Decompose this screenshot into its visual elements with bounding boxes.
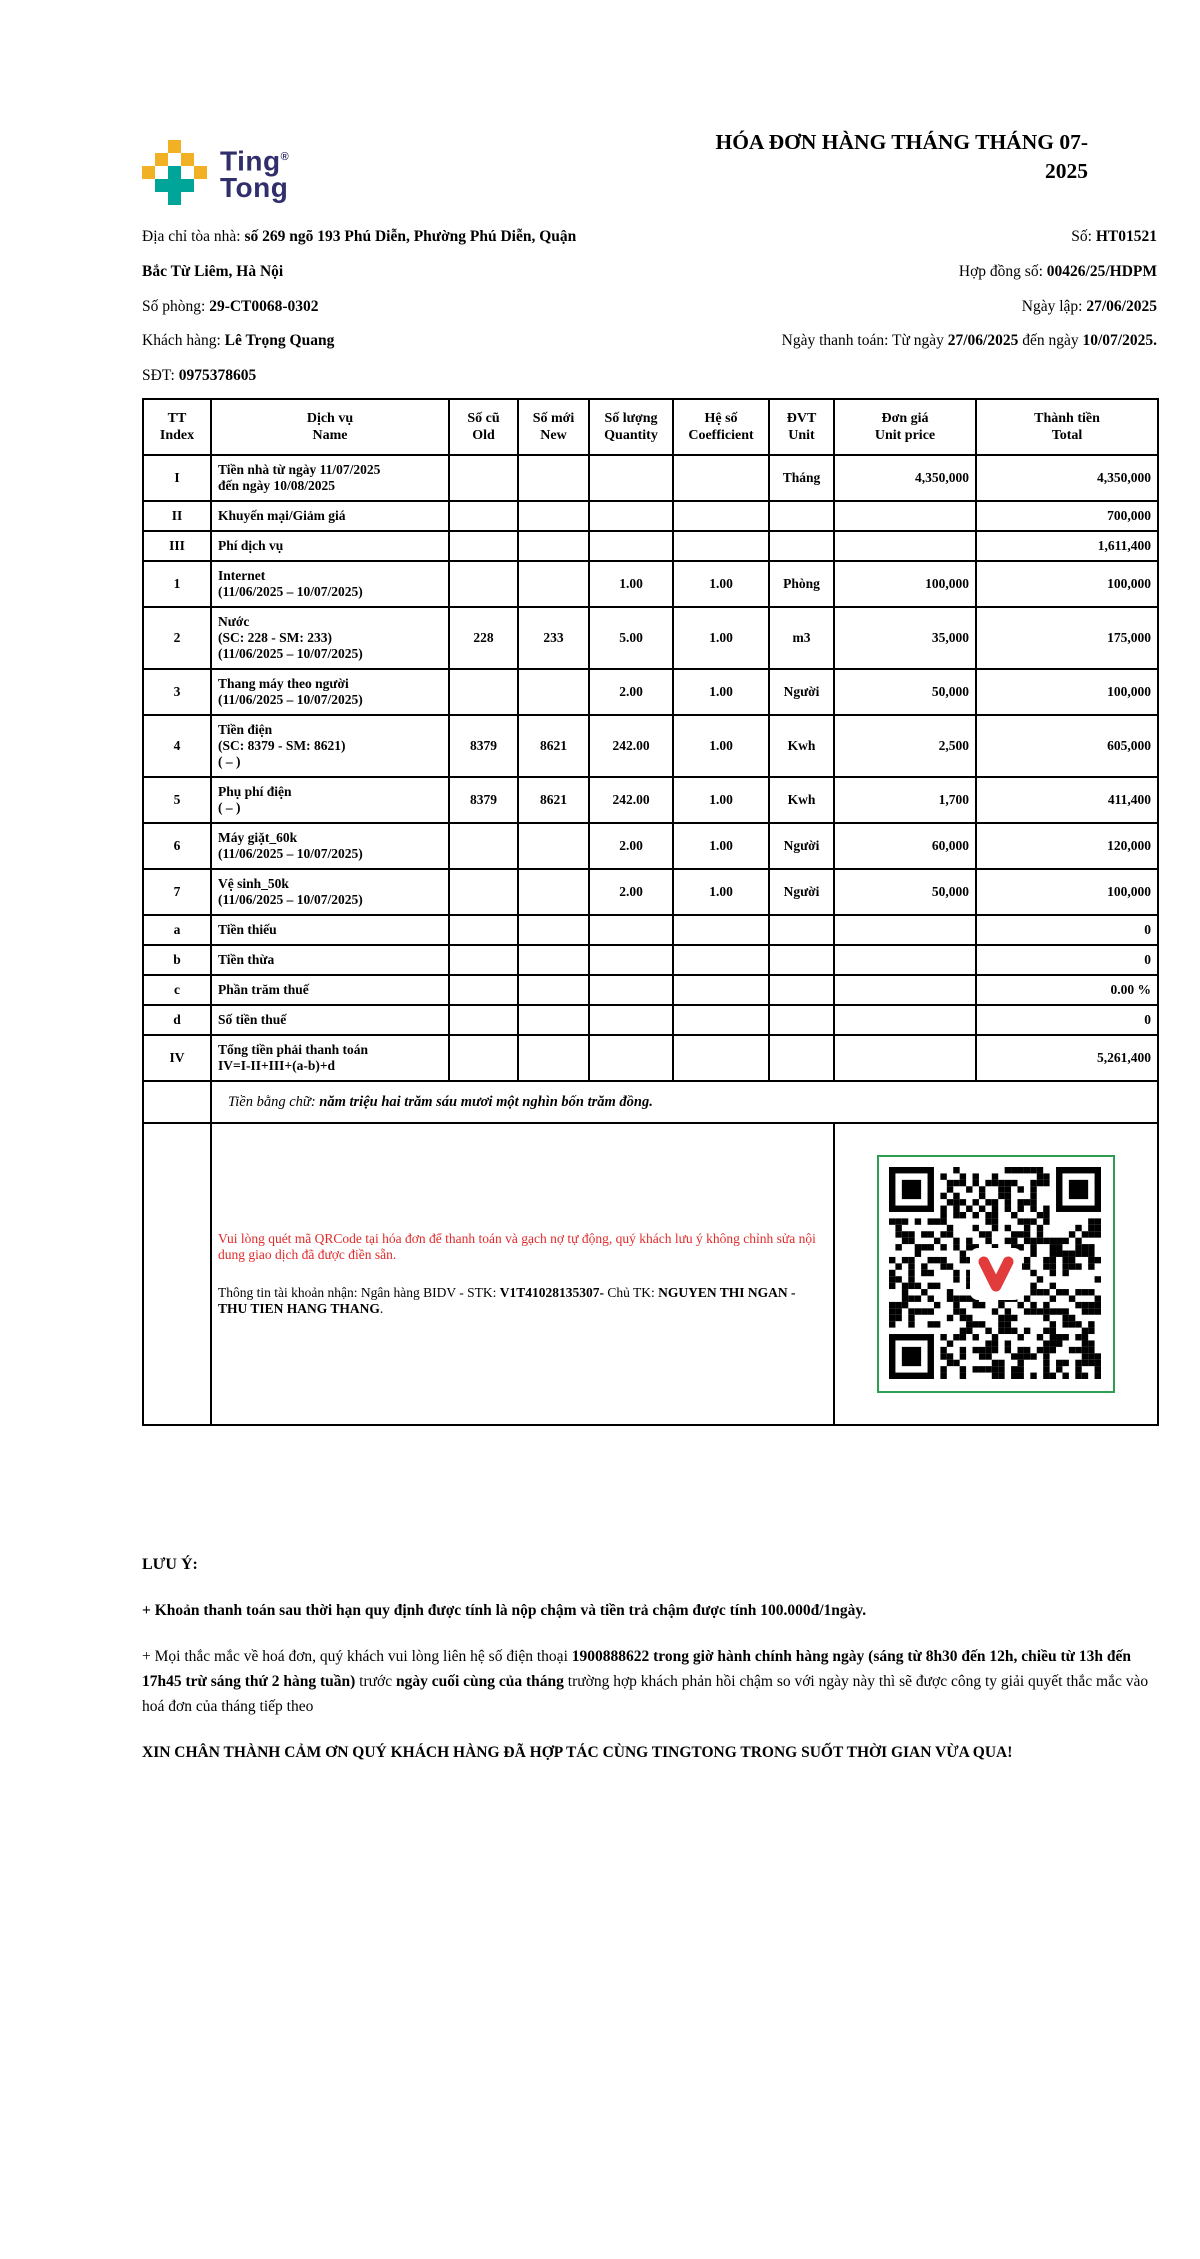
- cell-old-reading: 8379: [449, 777, 518, 823]
- info-line-room: Số phòng: 29-CT0068-0302: [142, 297, 319, 315]
- cell-unit: Người: [769, 823, 834, 869]
- cell-index: 1: [143, 561, 211, 607]
- qr-code: [877, 1155, 1115, 1393]
- cell-total: 0: [976, 945, 1158, 975]
- cell-unit: [769, 501, 834, 531]
- table-row: [143, 1005, 1158, 1035]
- cell-coefficient: 1.00: [673, 869, 769, 915]
- cell-new-reading: [518, 669, 589, 715]
- table-row: [143, 869, 1158, 915]
- cell-total: 605,000: [976, 715, 1158, 777]
- qr-note-red: Vui lòng quét mã QRCode tại hóa đơn để thanh toán và gạch nợ tự động, quý khách lưu ý không chỉnh sửa nội dung giao dịch đã được điền sẵn.: [218, 1231, 816, 1262]
- cell-service-name: Tiền thiếu: [211, 915, 449, 945]
- cell-index: 6: [143, 823, 211, 869]
- info-line-payment-period: Ngày thanh toán: Từ ngày 27/06/2025 đến ngày 10/07/2025.: [781, 332, 1157, 350]
- cell-service-name: Phí dịch vụ: [211, 531, 449, 561]
- cell-unit: Người: [769, 869, 834, 915]
- cell-index: a: [143, 915, 211, 945]
- cell-quantity: 242.00: [589, 777, 673, 823]
- cell-coefficient: [673, 915, 769, 945]
- amount-in-words-row: [143, 1081, 1158, 1123]
- cell-unit-price: 50,000: [834, 669, 976, 715]
- cell-old-reading: [449, 669, 518, 715]
- column-header: ĐVT Unit: [769, 399, 834, 455]
- tingtong-logo-text: Ting® Tong: [220, 145, 290, 203]
- table-row: [143, 455, 1158, 501]
- cell-old-reading: [449, 501, 518, 531]
- cell-index: III: [143, 531, 211, 561]
- cell-index: 7: [143, 869, 211, 915]
- cell-quantity: 242.00: [589, 715, 673, 777]
- column-header: Số lượng Quantity: [589, 399, 673, 455]
- cell-total: 5,261,400: [976, 1035, 1158, 1081]
- cell-unit-price: [834, 1005, 976, 1035]
- cell-unit-price: [834, 975, 976, 1005]
- cell-service-name: Tổng tiền phải thanh toán IV=I-II+III+(a-b)+d: [211, 1035, 449, 1081]
- cell-quantity: [589, 1035, 673, 1081]
- table-header: [143, 399, 1158, 455]
- note-contact: + Mọi thắc mắc về hoá đơn, quý khách vui lòng liên hệ số điện thoại 1900888622 trong giờ hành chính hàng ngày (sáng từ 8h30 đến 12h, chiều từ 13h đến 17h45 trừ sáng thứ 2 hàng tuần) trước ngày cuối cùng của tháng trường hợp khách phản hồi chậm so với ngày này thì sẽ được công ty giải quyết thắc mắc vào hoá đơn của tháng tiếp theo: [142, 1648, 1149, 1715]
- cell-index: II: [143, 501, 211, 531]
- cell-new-reading: 8621: [518, 777, 589, 823]
- cell-coefficient: [673, 1005, 769, 1035]
- cell-service-name: Số tiền thuế: [211, 1005, 449, 1035]
- invoice-meta: [612, 220, 1157, 359]
- cell-total: 100,000: [976, 869, 1158, 915]
- cell-old-reading: [449, 1005, 518, 1035]
- cell-index: b: [143, 945, 211, 975]
- cell-new-reading: [518, 915, 589, 945]
- info-line-address-2: Bắc Từ Liêm, Hà Nội: [142, 262, 284, 280]
- cell-unit: Kwh: [769, 777, 834, 823]
- cell-old-reading: [449, 945, 518, 975]
- info-line-issue-date: Ngày lập: 27/06/2025: [1021, 297, 1157, 315]
- cell-unit-price: [834, 1035, 976, 1081]
- cell-unit-price: 2,500: [834, 715, 976, 777]
- cell-coefficient: 1.00: [673, 823, 769, 869]
- cell-old-reading: [449, 869, 518, 915]
- table-row: [143, 715, 1158, 777]
- cell-total: 0: [976, 915, 1158, 945]
- cell-index: I: [143, 455, 211, 501]
- table-body: [143, 455, 1158, 1081]
- cell-total: 100,000: [976, 561, 1158, 607]
- cell-unit-price: [834, 945, 976, 975]
- info-line-number: Số: HT01521: [1071, 228, 1157, 245]
- cell-service-name: Phụ phí điện ( – ): [211, 777, 449, 823]
- cell-coefficient: [673, 1035, 769, 1081]
- cell-coefficient: [673, 975, 769, 1005]
- info-line-phone: SĐT: 0975378605: [142, 367, 257, 385]
- cell-total: 700,000: [976, 501, 1158, 531]
- cell-unit: [769, 915, 834, 945]
- cell-new-reading: [518, 1035, 589, 1081]
- cell-coefficient: 1.00: [673, 777, 769, 823]
- cell-index: 3: [143, 669, 211, 715]
- cell-service-name: Tiền điện (SC: 8379 - SM: 8621) ( – ): [211, 715, 449, 777]
- column-header: Hệ số Coefficient: [673, 399, 769, 455]
- cell-quantity: [589, 501, 673, 531]
- cell-index: d: [143, 1005, 211, 1035]
- page-title: HÓA ĐƠN HÀNG THÁNG THÁNG 07- 2025: [715, 130, 1088, 183]
- cell-unit: Phòng: [769, 561, 834, 607]
- info-line-contract: Hợp đồng số: 00426/25/HDPM: [958, 262, 1157, 280]
- cell-service-name: Máy giặt_60k (11/06/2025 – 10/07/2025): [211, 823, 449, 869]
- column-header: Dịch vụ Name: [211, 399, 449, 455]
- cell-coefficient: [673, 501, 769, 531]
- qr-row: [143, 1123, 1158, 1425]
- cell-service-name: Vệ sinh_50k (11/06/2025 – 10/07/2025): [211, 869, 449, 915]
- cell-unit-price: [834, 915, 976, 945]
- cell-coefficient: [673, 455, 769, 501]
- cell-coefficient: 1.00: [673, 561, 769, 607]
- cell-service-name: Internet (11/06/2025 – 10/07/2025): [211, 561, 449, 607]
- cell-quantity: [589, 915, 673, 945]
- cell-new-reading: [518, 1005, 589, 1035]
- note-late-payment: + Khoản thanh toán sau thời hạn quy định được tính là nộp chậm và tiền trả chậm được tính 100.000đ/1ngày.: [142, 1602, 867, 1619]
- notes-heading: LƯU Ý:: [142, 1556, 198, 1573]
- cell-new-reading: [518, 823, 589, 869]
- column-header: Thành tiền Total: [976, 399, 1158, 455]
- cell-quantity: 2.00: [589, 669, 673, 715]
- cell-unit: [769, 531, 834, 561]
- cell-new-reading: [518, 455, 589, 501]
- cell-unit: [769, 1005, 834, 1035]
- cell-coefficient: [673, 945, 769, 975]
- cell-old-reading: [449, 531, 518, 561]
- cell-service-name: Phần trăm thuế: [211, 975, 449, 1005]
- qr-code-cell: [834, 1123, 1158, 1425]
- column-header: Đơn giá Unit price: [834, 399, 976, 455]
- column-header: Số cũ Old: [449, 399, 518, 455]
- cell-service-name: Tiền nhà từ ngày 11/07/2025 đến ngày 10/08/2025: [211, 455, 449, 501]
- cell-unit-price: 100,000: [834, 561, 976, 607]
- cell-unit-price: 1,700: [834, 777, 976, 823]
- cell-old-reading: [449, 823, 518, 869]
- table-row: [143, 669, 1158, 715]
- cell-new-reading: [518, 531, 589, 561]
- cell-unit: [769, 975, 834, 1005]
- cell-total: 120,000: [976, 823, 1158, 869]
- cell-unit-price: [834, 501, 976, 531]
- cell-total: 4,350,000: [976, 455, 1158, 501]
- cell-old-reading: 228: [449, 607, 518, 669]
- table-row: [143, 501, 1158, 531]
- table-row: [143, 561, 1158, 607]
- cell-unit-price: [834, 531, 976, 561]
- cell-old-reading: [449, 915, 518, 945]
- column-header: Số mới New: [518, 399, 589, 455]
- cell-quantity: [589, 1005, 673, 1035]
- cell-new-reading: [518, 975, 589, 1005]
- cell-unit-price: 4,350,000: [834, 455, 976, 501]
- cell-new-reading: [518, 945, 589, 975]
- cell-unit: Người: [769, 669, 834, 715]
- cell-old-reading: [449, 975, 518, 1005]
- tingtong-logo: [142, 140, 289, 205]
- cell-unit-price: 60,000: [834, 823, 976, 869]
- cell-quantity: [589, 945, 673, 975]
- cell-unit-price: 50,000: [834, 869, 976, 915]
- cell-service-name: Tiền thừa: [211, 945, 449, 975]
- cell-old-reading: [449, 1035, 518, 1081]
- cell-old-reading: 8379: [449, 715, 518, 777]
- cell-total: 0.00 %: [976, 975, 1158, 1005]
- notes-section: [142, 1552, 1157, 1765]
- cell-index: 5: [143, 777, 211, 823]
- cell-old-reading: [449, 561, 518, 607]
- cell-service-name: Khuyến mại/Giảm giá: [211, 501, 449, 531]
- cell-quantity: 5.00: [589, 607, 673, 669]
- cell-service-name: Thang máy theo người (11/06/2025 – 10/07/2025): [211, 669, 449, 715]
- cell-unit: m3: [769, 607, 834, 669]
- cell-index: 2: [143, 607, 211, 669]
- vietqr-v-icon: [970, 1248, 1022, 1300]
- customer-info: [142, 220, 612, 394]
- cell-quantity: [589, 531, 673, 561]
- table-row: [143, 823, 1158, 869]
- table-row: [143, 1035, 1158, 1081]
- cell-index: IV: [143, 1035, 211, 1081]
- cell-new-reading: 233: [518, 607, 589, 669]
- cell-unit: Kwh: [769, 715, 834, 777]
- table-row: [143, 607, 1158, 669]
- table-row: [143, 975, 1158, 1005]
- cell-old-reading: [449, 455, 518, 501]
- cell-coefficient: 1.00: [673, 607, 769, 669]
- cell-total: 100,000: [976, 669, 1158, 715]
- cell-new-reading: [518, 501, 589, 531]
- column-header: TT Index: [143, 399, 211, 455]
- qr-account-info: Thông tin tài khoản nhận: Ngân hàng BIDV - STK: V1T41028135307- Chủ TK: NGUYEN THI NGAN - THU TIEN HANG THANG.: [218, 1285, 796, 1316]
- cell-new-reading: 8621: [518, 715, 589, 777]
- payment-instructions: [211, 1123, 834, 1425]
- cell-quantity: 2.00: [589, 823, 673, 869]
- cell-total: 1,611,400: [976, 531, 1158, 561]
- table-row: [143, 915, 1158, 945]
- cell-total: 0: [976, 1005, 1158, 1035]
- cell-coefficient: 1.00: [673, 715, 769, 777]
- cell-coefficient: 1.00: [673, 669, 769, 715]
- cell-quantity: 2.00: [589, 869, 673, 915]
- thank-you-message: XIN CHÂN THÀNH CẢM ƠN QUÝ KHÁCH HÀNG ĐÃ HỢP TÁC CÙNG TINGTONG TRONG SUỐT THỜI GIAN VỪA QUA!: [142, 1744, 1013, 1761]
- cell-unit: [769, 945, 834, 975]
- registered-mark: ®: [280, 151, 290, 164]
- cell-index: c: [143, 975, 211, 1005]
- cell-unit: [769, 1035, 834, 1081]
- cell-index: 4: [143, 715, 211, 777]
- services-table: [142, 398, 1159, 1426]
- cell-service-name: Nước (SC: 228 - SM: 233) (11/06/2025 – 10/07/2025): [211, 607, 449, 669]
- cell-quantity: [589, 455, 673, 501]
- info-line-customer: Khách hàng: Lê Trọng Quang: [142, 332, 335, 350]
- cell-unit: Tháng: [769, 455, 834, 501]
- table-row: [143, 945, 1158, 975]
- table-row: [143, 531, 1158, 561]
- cell-total: 175,000: [976, 607, 1158, 669]
- cell-total: 411,400: [976, 777, 1158, 823]
- info-line-address: Địa chỉ tòa nhà: số 269 ngõ 193 Phú Diễn, Phường Phú Diễn, Quận: [142, 228, 577, 245]
- table-row: [143, 777, 1158, 823]
- cell-quantity: [589, 975, 673, 1005]
- cell-coefficient: [673, 531, 769, 561]
- tingtong-logo-icon: [142, 140, 207, 205]
- cell-new-reading: [518, 561, 589, 607]
- cell-new-reading: [518, 869, 589, 915]
- cell-unit-price: 35,000: [834, 607, 976, 669]
- cell-quantity: 1.00: [589, 561, 673, 607]
- amount-in-words: Tiền bằng chữ: năm triệu hai trăm sáu mươi một nghìn bốn trăm đồng.: [211, 1081, 1158, 1123]
